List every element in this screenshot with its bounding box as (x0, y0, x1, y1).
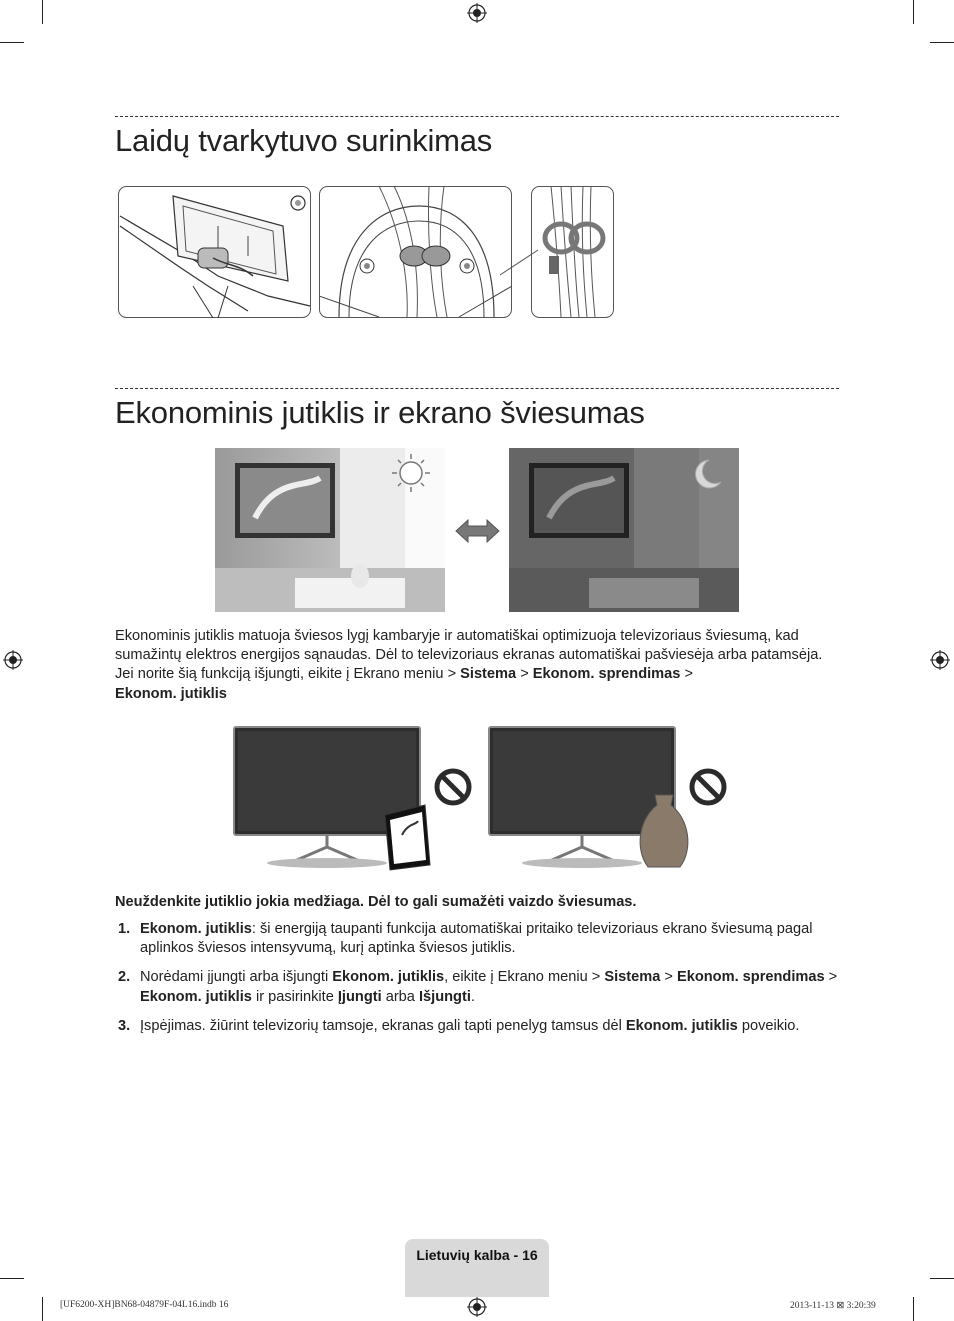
text: Ekonominis jutiklis matuoja šviesos lygį kambaryje ir automatiškai optimizuoja televizoriaus šviesumą, kad sumažintų elektros energijos sąnaudas. Dėl to televizoriaus ekranas automatiškai pašviesėja arba patamsėja. Jei norite šią funkciją išjungti, eikite į Ekrano meniu > (115, 628, 823, 683)
crop-mark (42, 1297, 43, 1321)
text: Norėdami įjungti arba išjungti (140, 969, 333, 986)
text: Ekonom. jutiklis (140, 988, 252, 1005)
step-number: 2. (118, 969, 131, 986)
registration-mark-icon (3, 650, 23, 670)
print-file-info: [UF6200-XH]BN68-04879F-04L16.indb 16 (60, 1300, 229, 1310)
tv-blocked-by-frame-illustration (230, 725, 475, 880)
tv-blocked-by-vase-illustration (485, 725, 730, 880)
text: . (470, 988, 475, 1005)
print-timestamp: 2013-11-13 ⊠ 3:20:39 (790, 1301, 876, 1311)
crop-mark (913, 1297, 914, 1321)
list-item (115, 920, 840, 958)
text: : ši energiją taupanti funkcija automatiškai pritaiko televizoriaus ekrano šviesumą pagal aplinkos šviesos intensyvumą, kurį aptinka šviesos jutiklis. (140, 921, 813, 957)
page-number: Lietuvių kalba - 16 (416, 1247, 538, 1263)
text: Ekonom. jutiklis (332, 969, 445, 986)
text: arba (381, 988, 419, 1005)
text: Ekonom. jutiklis (140, 921, 252, 937)
text: Ekonom. jutiklis (625, 1017, 738, 1034)
menu-path-ekonom-jutiklis: Ekonom. jutiklis (115, 685, 227, 702)
warning-text: Neuždenkite jutiklio jokia medžiaga. Dėl to gali sumažėti vaizdo šviesumas. (115, 894, 637, 910)
crop-mark (930, 1278, 954, 1279)
connector-line (500, 240, 540, 280)
steps-list (115, 920, 840, 1046)
text: > (516, 666, 533, 683)
registration-mark-icon (467, 3, 487, 23)
cable-manager-illustration-1 (118, 186, 311, 318)
list-item (115, 968, 840, 1006)
text: > (824, 969, 838, 986)
text: Įjungti (337, 988, 382, 1005)
text: Išjungti (418, 988, 471, 1005)
registration-mark-icon (930, 650, 950, 670)
text: Įspėjimas. žiūrint televizorių tamsoje, ekranas gali tapti penelyg tamsus dėl (140, 1017, 626, 1034)
crop-mark (930, 42, 954, 43)
double-arrow-icon (455, 518, 500, 544)
dark-room-photo (509, 448, 739, 612)
crop-mark (913, 0, 914, 24)
text: Sistema (604, 969, 661, 986)
registration-mark-icon (467, 1297, 487, 1317)
text: ir pasirinkite (251, 988, 338, 1005)
menu-path-ekonom-sprendimas: Ekonom. sprendimas (532, 666, 681, 683)
crop-mark (42, 0, 43, 24)
menu-path-sistema: Sistema (460, 666, 517, 683)
eco-sensor-description (115, 627, 840, 704)
text: > (680, 666, 693, 683)
text: poveikio. (737, 1017, 800, 1034)
crop-mark (0, 42, 24, 43)
step-number: 1. (118, 921, 131, 937)
section-divider (115, 116, 839, 117)
text: > (660, 969, 677, 986)
section-title-eco-sensor: Ekonominis jutiklis ir ekrano šviesumas (115, 395, 645, 430)
section-title-cable-manager: Laidų tvarkytuvo surinkimas (115, 123, 493, 158)
section-divider (115, 388, 839, 389)
step-number: 3. (118, 1017, 131, 1034)
cable-manager-illustration-2 (319, 186, 512, 318)
cable-manager-illustration-3 (531, 186, 614, 318)
bright-room-photo (215, 448, 445, 612)
list-item (115, 1017, 840, 1036)
crop-mark (0, 1278, 24, 1279)
text: , eikite į Ekrano meniu > (444, 969, 605, 986)
text: Ekonom. sprendimas (677, 969, 825, 986)
